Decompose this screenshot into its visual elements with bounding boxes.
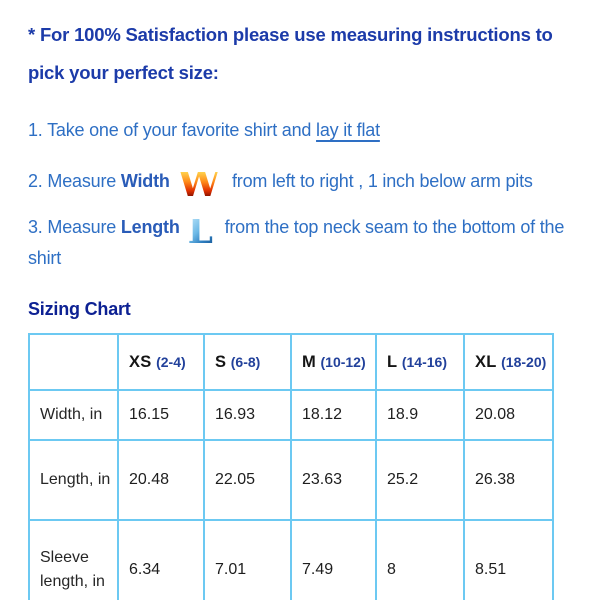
satisfaction-header: * For 100% Satisfaction please use measuring instructions to pick your perfect size: xyxy=(28,24,553,83)
step-2-text: 2. Measure xyxy=(28,171,121,191)
table-row-sleeve-length xyxy=(29,520,553,600)
length-l-value: 25.2 xyxy=(376,440,464,520)
sizing-table xyxy=(28,333,554,600)
size-label: S xyxy=(215,352,227,371)
col-header-m xyxy=(291,334,376,390)
row-label-width: Width, in xyxy=(29,390,118,440)
sleeve-l-value: 8 xyxy=(376,520,464,600)
row-label-length: Length, in xyxy=(29,440,118,520)
size-range: (18-20) xyxy=(501,353,547,370)
width-letter-icon: W xyxy=(177,161,221,206)
length-keyword: Length xyxy=(120,217,180,237)
size-label: XS xyxy=(129,352,152,371)
size-label: M xyxy=(302,352,317,371)
col-header-s xyxy=(204,334,291,390)
width-keyword: Width xyxy=(120,171,170,191)
sleeve-s-value: 7.01 xyxy=(204,520,291,600)
col-header-xs xyxy=(118,334,204,390)
step-3-text: 3. Measure xyxy=(28,217,121,237)
size-range: (10-12) xyxy=(320,353,366,370)
length-letter-icon: L xyxy=(187,210,213,252)
instruction-step-3 xyxy=(28,212,593,273)
size-range: (6-8) xyxy=(230,353,261,370)
size-range: (2-4) xyxy=(156,353,186,370)
sizing-chart-title: Sizing Chart xyxy=(28,299,131,319)
instruction-step-2 xyxy=(28,161,593,206)
width-l-value: 18.9 xyxy=(376,390,464,440)
col-header-xl xyxy=(464,334,553,390)
row-label-sleeve-length: Sleeve length, in xyxy=(29,520,118,600)
width-m-value: 18.12 xyxy=(291,390,376,440)
sleeve-xl-value: 8.51 xyxy=(464,520,553,600)
length-xs-value: 20.48 xyxy=(118,440,204,520)
table-row-length xyxy=(29,440,553,520)
step-2-suffix: from left to right , 1 inch below arm pits xyxy=(227,171,533,191)
table-row-width xyxy=(29,390,553,440)
table-header-row xyxy=(29,334,553,390)
sleeve-m-value: 7.49 xyxy=(291,520,376,600)
instruction-step-1 xyxy=(28,115,593,145)
step-3-suffix: from the top neck seam to the bottom of the shirt xyxy=(28,217,565,268)
width-xl-value: 20.08 xyxy=(464,390,553,440)
width-s-value: 16.93 xyxy=(204,390,291,440)
table-corner-cell xyxy=(29,334,118,390)
width-xs-value: 16.15 xyxy=(118,390,204,440)
size-label: XL xyxy=(475,352,497,371)
size-label: L xyxy=(387,352,398,371)
length-m-value: 23.63 xyxy=(291,440,376,520)
lay-it-flat-underlined-text: lay it flat xyxy=(316,120,380,140)
sleeve-xs-value: 6.34 xyxy=(118,520,204,600)
step-1-text: 1. Take one of your favorite shirt and xyxy=(28,120,317,140)
length-s-value: 22.05 xyxy=(204,440,291,520)
col-header-l xyxy=(376,334,464,390)
length-xl-value: 26.38 xyxy=(464,440,553,520)
size-range: (14-16) xyxy=(401,353,447,370)
